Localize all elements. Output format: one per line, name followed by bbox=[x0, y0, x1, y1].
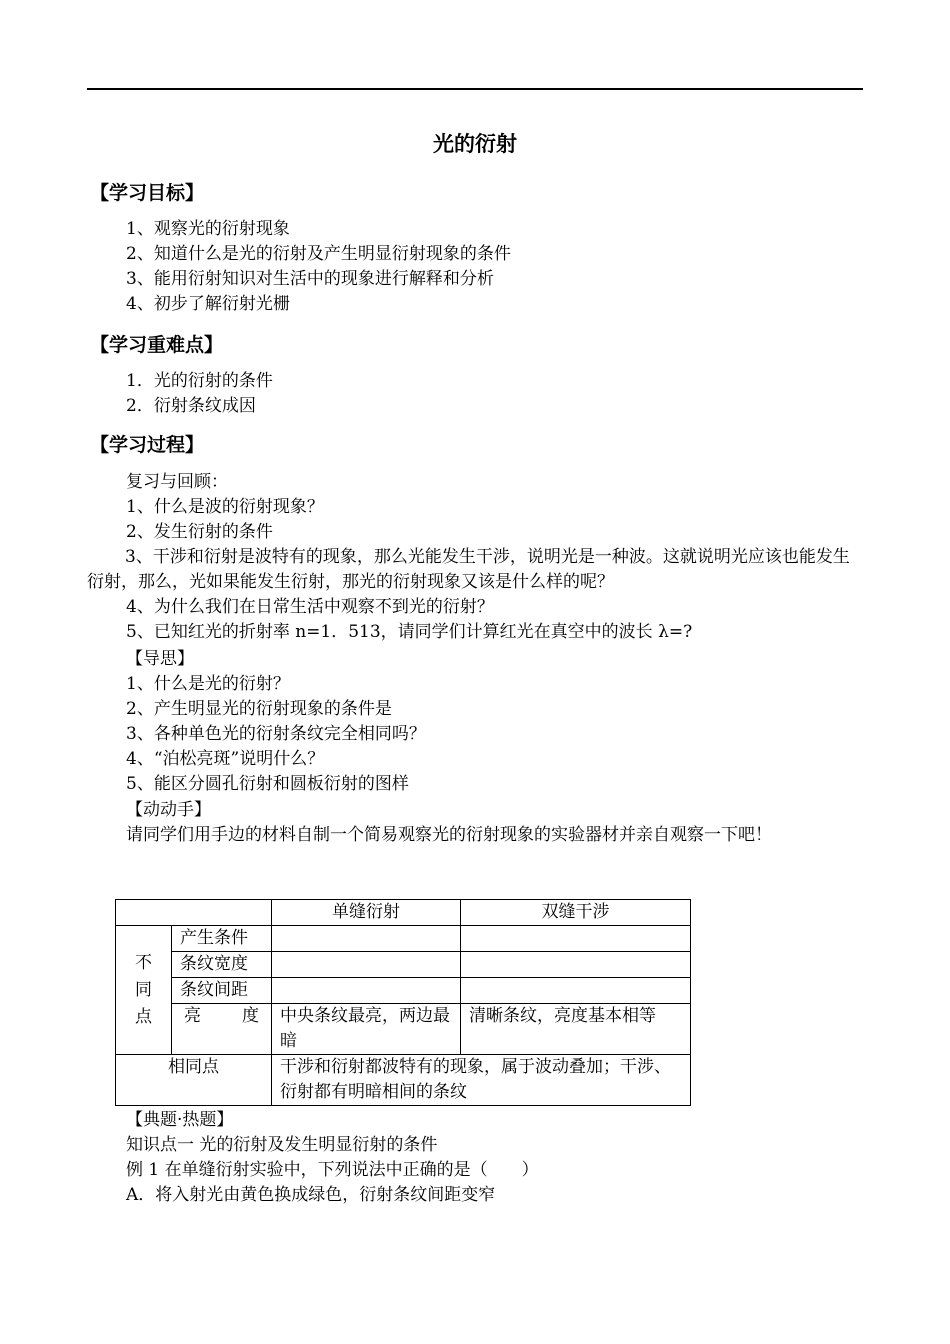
list-item: 1．光的衍射的条件 bbox=[126, 371, 273, 391]
heading-goals: 【学习目标】 bbox=[90, 182, 205, 204]
list-item: 3、各种单色光的衍射条纹完全相同吗？ bbox=[126, 724, 426, 744]
table-row-same bbox=[116, 1055, 691, 1106]
comparison-table bbox=[115, 899, 691, 1106]
page-title: 光的衍射 bbox=[433, 132, 517, 156]
table-cell: 中央条纹最亮，两边最暗 bbox=[272, 1004, 461, 1055]
list-item: 5、已知红光的折射率 n=1．513，请同学们计算红光在真空中的波长 λ=? bbox=[126, 622, 693, 642]
table-cell bbox=[461, 952, 691, 978]
examples-list bbox=[126, 1133, 866, 1208]
same-text-cell: 干涉和衍射都波特有的现象，属于波动叠加；干涉、衍射都有明暗相间的条纹 bbox=[272, 1055, 691, 1106]
table-row bbox=[116, 978, 691, 1004]
review-paragraph-3: 3、干涉和衍射是波特有的现象，那么光能发生干涉，说明光是一种波。这就说明光应该也能发生衍射，那么，光如果能发生衍射，那光的衍射现象又该是什么样的呢？ bbox=[87, 547, 850, 592]
table-cell bbox=[272, 978, 461, 1004]
list-item: A．将入射光由黄色换成绿色，衍射条纹间距变窄 bbox=[126, 1185, 496, 1205]
list-item: 复习与回顾： bbox=[126, 472, 228, 492]
list-item: 4、为什么我们在日常生活中观察不到光的衍射？ bbox=[126, 597, 494, 617]
table-cell bbox=[272, 926, 461, 952]
review-list-more bbox=[126, 595, 866, 645]
row-label: 产生条件 bbox=[172, 926, 272, 952]
row-label: 条纹间距 bbox=[172, 978, 272, 1004]
heading-keypoints: 【学习重难点】 bbox=[90, 334, 224, 356]
guide-list bbox=[126, 672, 866, 797]
list-item: 例 1 在单缝衍射实验中，下列说法中正确的是（ ） bbox=[126, 1160, 539, 1180]
diff-label-cell: 不同点 bbox=[116, 926, 172, 1055]
list-item: 知识点一 光的衍射及发生明显衍射的条件 bbox=[126, 1135, 438, 1155]
goals-list bbox=[126, 217, 866, 317]
list-item: 1、什么是波的衍射现象？ bbox=[126, 497, 324, 517]
row-label: 亮 度 bbox=[172, 1004, 272, 1055]
list-item: 2．衍射条纹成因 bbox=[126, 396, 256, 416]
table-cell bbox=[461, 978, 691, 1004]
review-list bbox=[126, 470, 866, 545]
list-item: 2、发生衍射的条件 bbox=[126, 522, 273, 542]
list-item: 1、观察光的衍射现象 bbox=[126, 219, 290, 239]
keypoints-list bbox=[126, 369, 866, 419]
table-header-single-slit: 单缝衍射 bbox=[272, 900, 461, 926]
top-rule bbox=[87, 88, 863, 90]
same-label-cell: 相同点 bbox=[116, 1055, 272, 1106]
list-item: 3、能用衍射知识对生活中的现象进行解释和分析 bbox=[126, 269, 494, 289]
table-row bbox=[116, 952, 691, 978]
table-row bbox=[116, 1004, 691, 1055]
guide-heading: 【导思】 bbox=[126, 649, 194, 669]
hands-heading: 【动动手】 bbox=[126, 800, 211, 820]
table-cell: 清晰条纹，亮度基本相等 bbox=[461, 1004, 691, 1055]
hands-text: 请同学们用手边的材料自制一个简易观察光的衍射现象的实验器材并亲自观察一下吧！ bbox=[126, 825, 772, 845]
table-cell bbox=[461, 926, 691, 952]
list-item: 2、知道什么是光的衍射及产生明显衍射现象的条件 bbox=[126, 244, 511, 264]
list-item: 1、什么是光的衍射？ bbox=[126, 674, 290, 694]
table-header-row bbox=[116, 900, 691, 926]
examples-heading: 【典题·热题】 bbox=[126, 1110, 234, 1130]
table-corner-cell bbox=[116, 900, 272, 926]
table-row bbox=[116, 926, 691, 952]
heading-process: 【学习过程】 bbox=[90, 434, 205, 456]
table-header-double-slit: 双缝干涉 bbox=[461, 900, 691, 926]
row-label: 条纹宽度 bbox=[172, 952, 272, 978]
list-item: 2、产生明显光的衍射现象的条件是 bbox=[126, 699, 392, 719]
list-item: 4、“泊松亮斑”说明什么？ bbox=[126, 749, 325, 769]
hands-text-block bbox=[126, 823, 866, 848]
list-item: 5、能区分圆孔衍射和圆板衍射的图样 bbox=[126, 774, 409, 794]
table-cell bbox=[272, 952, 461, 978]
list-item: 4、初步了解衍射光栅 bbox=[126, 294, 290, 314]
